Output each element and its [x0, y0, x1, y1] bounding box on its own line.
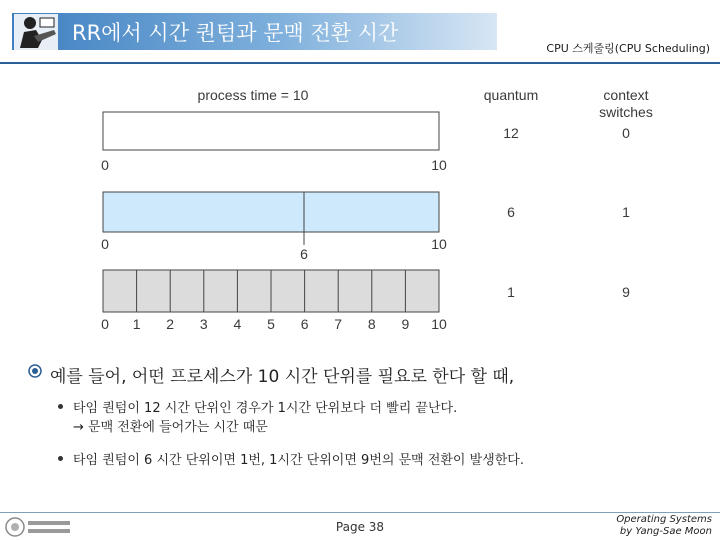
switches-value: 9	[622, 284, 630, 300]
tick-label: 0	[101, 236, 109, 252]
section-subtitle: CPU 스케줄링(CPU Scheduling)	[546, 42, 710, 55]
tick-label: 10	[431, 316, 447, 332]
sub-bullet-1-text: 타임 퀀텀이 12 시간 단위인 경우가 1시간 단위보다 더 빨리 끝난다.	[73, 401, 458, 416]
quantum-value: 12	[503, 125, 519, 141]
sub-bullet-dot	[58, 404, 63, 409]
tick-label: 3	[199, 316, 208, 332]
quantum-value: 1	[507, 284, 515, 300]
quantum-value: 6	[507, 204, 515, 220]
tick-label: 7	[334, 316, 343, 332]
tick-label: 6	[300, 316, 309, 332]
bullet-icon	[28, 364, 42, 378]
sub-bullet-1-continuation: → 문맥 전환에 들어가는 시간 때문	[73, 420, 268, 435]
timeline-bar-q12	[103, 112, 439, 150]
tick-label: 8	[367, 316, 376, 332]
main-bullet-text: 예를 들어, 어떤 프로세스가 10 시간 단위를 필요로 한다 할 때,	[50, 367, 515, 387]
tick-label: 0	[101, 157, 109, 173]
quantum-header: quantum	[483, 87, 539, 103]
timeline-bar-q6	[103, 192, 439, 232]
course-credit	[616, 514, 712, 538]
course-name: Operating Systems	[616, 514, 712, 525]
course-author: by Yang-Sae Moon	[619, 526, 712, 537]
tick-label: 4	[233, 316, 242, 332]
page-title: RR에서 시간 퀀텀과 문맥 전환 시간	[72, 21, 399, 45]
quantum-context-switch-figure	[90, 72, 660, 334]
sub-bullet-dot	[58, 456, 63, 461]
header-divider	[0, 62, 720, 64]
tick-label: 10	[431, 236, 447, 252]
tick-label: 0	[101, 316, 109, 332]
figure-caption: process time = 10	[197, 87, 309, 103]
tick-label: 6	[300, 246, 308, 262]
tick-label: 9	[401, 316, 410, 332]
sub-bullet-2-text: 타임 퀀텀이 6 시간 단위이면 1번, 1시간 단위이면 9번의 문맥 전환이 발생한다.	[73, 453, 524, 468]
switches-value: 0	[622, 125, 630, 141]
tick-label: 2	[166, 316, 175, 332]
sub-bullet-1	[58, 397, 457, 416]
tick-label: 5	[267, 316, 275, 332]
footer-divider	[0, 512, 720, 513]
switches-value: 1	[622, 204, 630, 220]
page-number: Page 38	[335, 520, 385, 534]
sub-bullet-2	[58, 449, 524, 468]
context-header-line1: context	[603, 87, 649, 103]
tick-label: 10	[431, 157, 447, 173]
context-header-line2: switches	[599, 104, 653, 120]
person-at-desk-icon	[14, 14, 58, 50]
tick-label: 1	[132, 316, 141, 332]
